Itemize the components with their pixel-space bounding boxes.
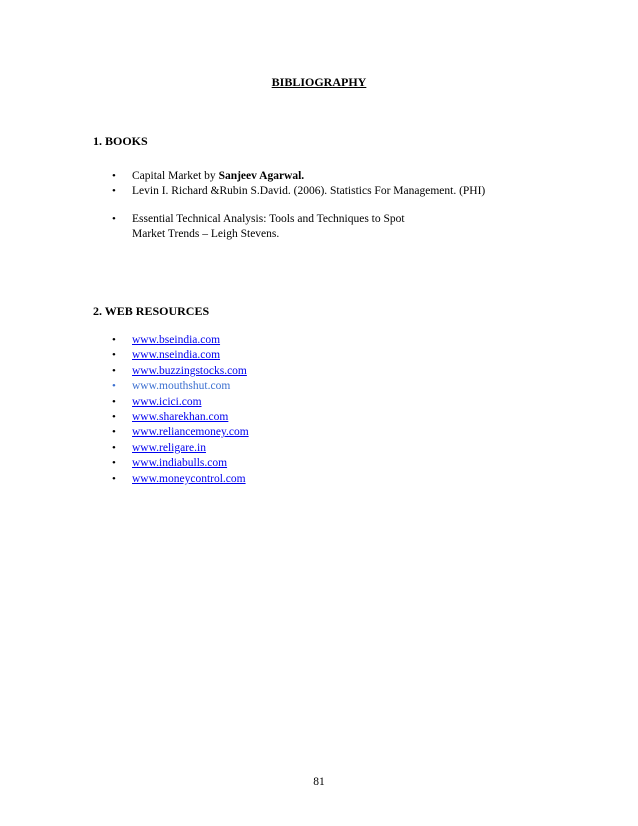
bullet-icon: • xyxy=(112,212,116,225)
list-item xyxy=(112,364,249,379)
book-text: Levin I. Richard &Rubin S.David. (2006). Statistics For Management. (PHI) xyxy=(132,185,486,198)
list-item xyxy=(112,410,249,425)
web-link-reliancemoney[interactable]: www.reliancemoney.com xyxy=(132,426,249,439)
bullet-icon: • xyxy=(112,411,116,424)
list-item xyxy=(112,379,249,394)
book-text-line1: Essential Technical Analysis: Tools and Techniques to Spot xyxy=(132,212,405,225)
list-item xyxy=(112,212,485,243)
web-link-indiabulls[interactable]: www.indiabulls.com xyxy=(132,457,228,470)
web-link-buzzingstocks[interactable]: www.buzzingstocks.com xyxy=(132,364,247,377)
web-link-moneycontrol[interactable]: www.moneycontrol.com xyxy=(132,472,246,485)
web-resources-heading: 2. WEB RESOURCES xyxy=(93,304,210,318)
bullet-icon: • xyxy=(112,441,116,454)
bullet-icon: • xyxy=(112,380,116,393)
list-item xyxy=(112,395,249,410)
book-list xyxy=(112,169,485,243)
list-item xyxy=(112,441,249,456)
list-item xyxy=(112,333,249,348)
list-item xyxy=(112,425,249,440)
bullet-icon: • xyxy=(112,426,116,439)
web-link-bseindia[interactable]: www.bseindia.com xyxy=(132,334,221,346)
web-link-sharekhan[interactable]: www.sharekhan.com xyxy=(132,411,229,424)
book-text-line2: Market Trends – Leigh Stevens. xyxy=(132,228,280,241)
list-item xyxy=(112,472,249,487)
list-item xyxy=(112,184,485,199)
bullet-icon: • xyxy=(112,472,116,485)
book-text: Capital Market by xyxy=(132,170,219,182)
bullet-icon: • xyxy=(112,364,116,377)
web-link-religare[interactable]: www.religare.in xyxy=(132,441,206,454)
page-title: BIBLIOGRAPHY xyxy=(271,75,367,89)
bullet-icon: • xyxy=(112,395,116,408)
books-heading: 1. BOOKS xyxy=(93,134,148,148)
bullet-icon: • xyxy=(112,349,116,362)
web-resources-list xyxy=(112,333,249,487)
bullet-icon: • xyxy=(112,170,116,182)
web-link-icici[interactable]: www.icici.com xyxy=(132,395,202,408)
bullet-icon: • xyxy=(112,334,116,346)
list-item xyxy=(112,348,249,363)
book-author: Sanjeev Agarwal. xyxy=(218,170,305,182)
bullet-icon: • xyxy=(112,185,116,198)
page-number: 81 xyxy=(313,776,325,788)
list-item xyxy=(112,456,249,471)
web-link-nseindia[interactable]: www.nseindia.com xyxy=(132,349,221,362)
web-link-mouthshut[interactable]: www.mouthshut.com xyxy=(132,380,231,393)
bullet-icon: • xyxy=(112,457,116,470)
list-item xyxy=(112,169,485,184)
